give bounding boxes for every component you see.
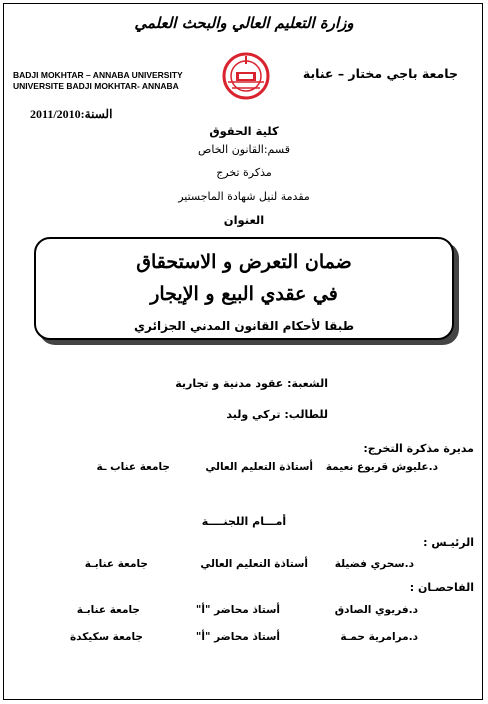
thesis-subtitle: طبقا لأحكام القانون المدني الجزائري [133, 319, 354, 333]
faculty: كلية الحقوق [209, 124, 279, 138]
president-label: الرئيـس : [423, 536, 474, 549]
academic-year: السنة:2011/2010 [30, 107, 113, 121]
examiner-1-name: د.فريوي الصادق [334, 604, 418, 616]
examiners-label: الفاحصـان : [409, 581, 474, 594]
title-label: العنوان [223, 213, 265, 227]
supervisor-name: د.عليوش قربوع نعيمة [325, 461, 438, 473]
president-university: جامعة عنابـة [84, 558, 148, 570]
branch: الشعبة: عقود مدنية و تجارية [175, 377, 328, 390]
student: للطالب: تركي وليد [226, 408, 328, 421]
ministry-heading: وزارة التعليم العالي والبحث العلمي [134, 14, 354, 32]
memo-type: مذكرة تخرج [216, 166, 272, 179]
examiner-2-rank: أستاذ محاضر "أ" [195, 631, 280, 643]
examiner-1-university: جامعة عنابـة [76, 604, 140, 616]
president-rank: أستاذة التعليم العالي [200, 558, 308, 570]
thesis-title-line1: ضمان التعرض و الاستحقاق [136, 251, 352, 273]
university-name-en-2: UNIVERSITE BADJI MOKHTAR- ANNABA [13, 81, 179, 91]
president-name: د.سحري فضيلة [334, 558, 414, 570]
supervisor-label: مديرة مذكرة التخرج: [363, 442, 474, 455]
supervisor-university: جامعة عناب ـة [96, 461, 170, 473]
examiner-2-university: جامعة سكيكدة [69, 631, 143, 643]
degree: مقدمة لنيل شهادة الماجستير [178, 190, 310, 203]
university-logo-icon [222, 52, 270, 100]
thesis-title-line2: في عقدي البيع و الإيجار [150, 283, 338, 305]
committee-heading: أمـــام اللجنــــة [201, 515, 287, 528]
supervisor-rank: أستاذة التعليم العالي [205, 461, 313, 473]
examiner-2-name: د.مرامرية حمـة [340, 631, 418, 643]
university-name-en-1: BADJI MOKHTAR – ANNABA UNIVERSITY [13, 70, 183, 80]
examiner-1-rank: أستاذ محاضر "أ" [195, 604, 280, 616]
department: قسم:القانون الخاص [198, 143, 290, 156]
university-name-ar: جامعة باجي مختار – عنابة [302, 66, 458, 81]
